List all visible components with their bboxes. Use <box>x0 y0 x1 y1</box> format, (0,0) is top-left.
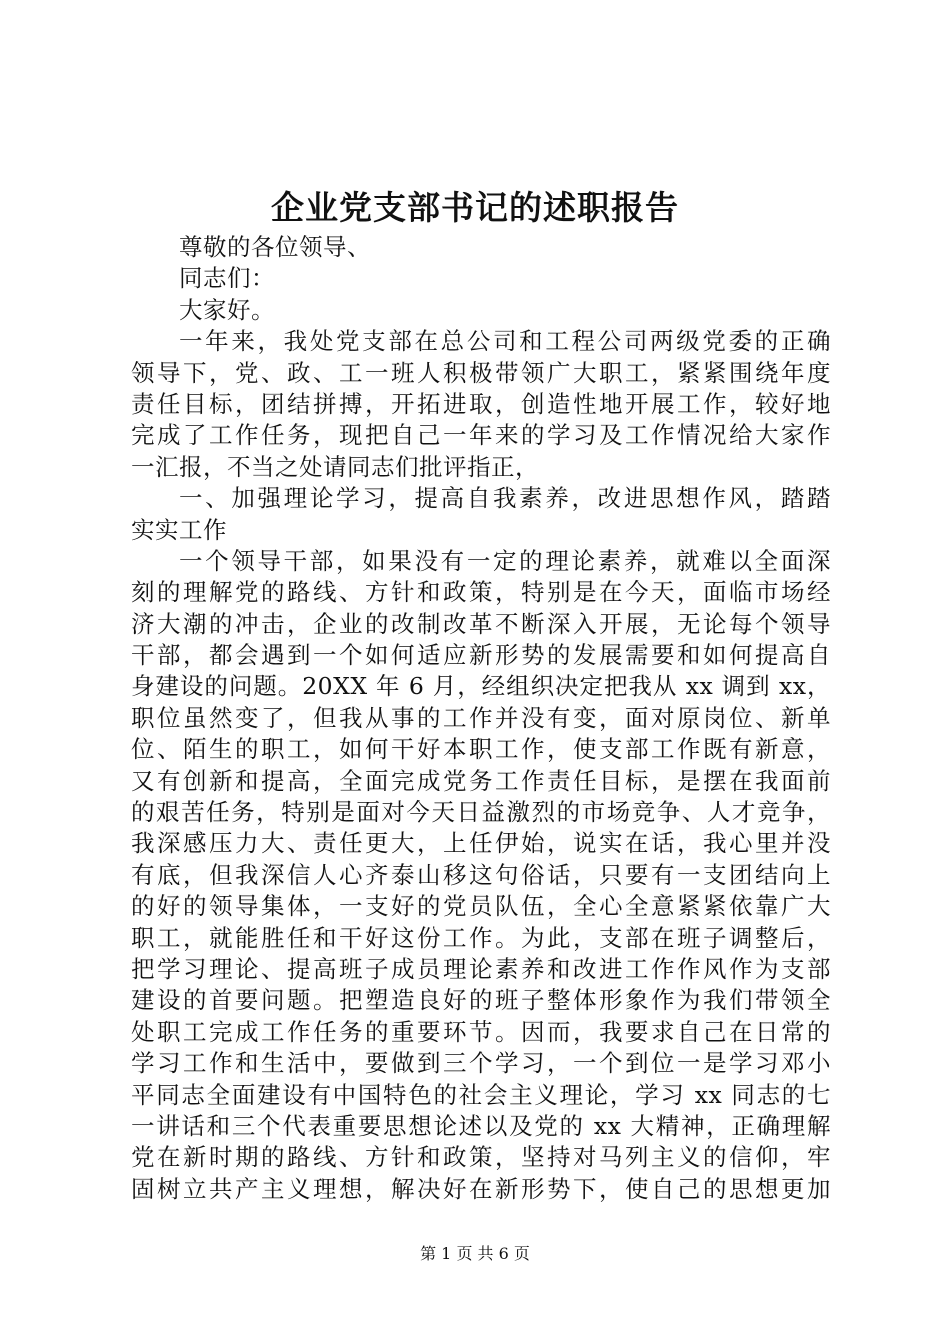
body-line: 干部，都会遇到一个如何适应新形势的发展需要和如何提高自 <box>131 641 831 670</box>
page-footer: 第 1 页 共 6 页 <box>420 1244 530 1263</box>
body-line: 一年来，我处党支部在总公司和工程公司两级党委的正确 <box>179 327 831 356</box>
body-line: 同志们： <box>179 264 275 293</box>
body-line: 的艰苦任务，特别是面对今天日益激烈的市场竞争、人才竞争， <box>131 798 831 827</box>
body-line: 学习工作和生活中，要做到三个学习，一个到位一是学习邓小 <box>131 1049 831 1078</box>
body-line: 责任目标，团结拼搏，开拓进取，创造性地开展工作，较好地 <box>131 389 831 418</box>
body-line: 职位虽然变了，但我从事的工作并没有变，面对原岗位、新单 <box>131 703 831 732</box>
body-line: 处职工完成工作任务的重要环节。因而，我要求自己在日常的 <box>131 1017 831 1046</box>
body-line: 位、陌生的职工，如何干好本职工作，使支部工作既有新意， <box>131 735 831 764</box>
body-line: 身建设的问题。20XX 年 6 月，经组织决定把我从 xx 调到 xx， <box>131 672 831 701</box>
body-line: 党在新时期的路线、方针和政策，坚持对马列主义的信仰，牢 <box>131 1143 831 1172</box>
body-line: 实实工作 <box>131 515 227 544</box>
document-body <box>131 232 831 1205</box>
body-line: 刻的理解党的路线、方针和政策，特别是在今天，面临市场经 <box>131 578 831 607</box>
body-line: 的好的领导集体，一支好的党员队伍，全心全意紧紧依靠广大 <box>131 892 831 921</box>
body-line: 我深感压力大、责任更大，上任伊始，说实在话，我心里并没 <box>131 829 831 858</box>
body-line: 建设的首要问题。把塑造良好的班子整体形象作为我们带领全 <box>131 986 831 1015</box>
body-line: 又有创新和提高，全面完成党务工作责任目标，是摆在我面前 <box>131 766 831 795</box>
body-line: 一讲话和三个代表重要思想论述以及党的 xx 大精神，正确理解 <box>131 1111 831 1140</box>
body-line: 领导下，党、政、工一班人积极带领广大职工，紧紧围绕年度 <box>131 358 831 387</box>
document-title: 企业党支部书记的述职报告 <box>271 188 679 227</box>
body-line: 完成了工作任务，现把自己一年来的学习及工作情况给大家作 <box>131 421 831 450</box>
body-line: 有底，但我深信人心齐泰山移这句俗话，只要有一支团结向上 <box>131 860 831 889</box>
body-line: 大家好。 <box>179 295 275 324</box>
body-line: 一个领导干部，如果没有一定的理论素养，就难以全面深 <box>179 546 831 575</box>
body-line: 职工，就能胜任和干好这份工作。为此，支部在班子调整后， <box>131 923 831 952</box>
body-line: 固树立共产主义理想，解决好在新形势下，使自己的思想更加 <box>131 1174 831 1203</box>
body-line: 一汇报，不当之处请同志们批评指正， <box>131 452 539 481</box>
body-line: 济大潮的冲击，企业的改制改革不断深入开展，无论每个领导 <box>131 609 831 638</box>
body-line: 一、加强理论学习，提高自我素养，改进思想作风，踏踏 <box>179 484 831 513</box>
body-line: 尊敬的各位领导、 <box>179 233 371 261</box>
body-line: 把学习理论、提高班子成员理论素养和改进工作作风作为支部 <box>131 954 831 983</box>
body-line: 平同志全面建设有中国特色的社会主义理论，学习 xx 同志的七 <box>131 1080 831 1109</box>
